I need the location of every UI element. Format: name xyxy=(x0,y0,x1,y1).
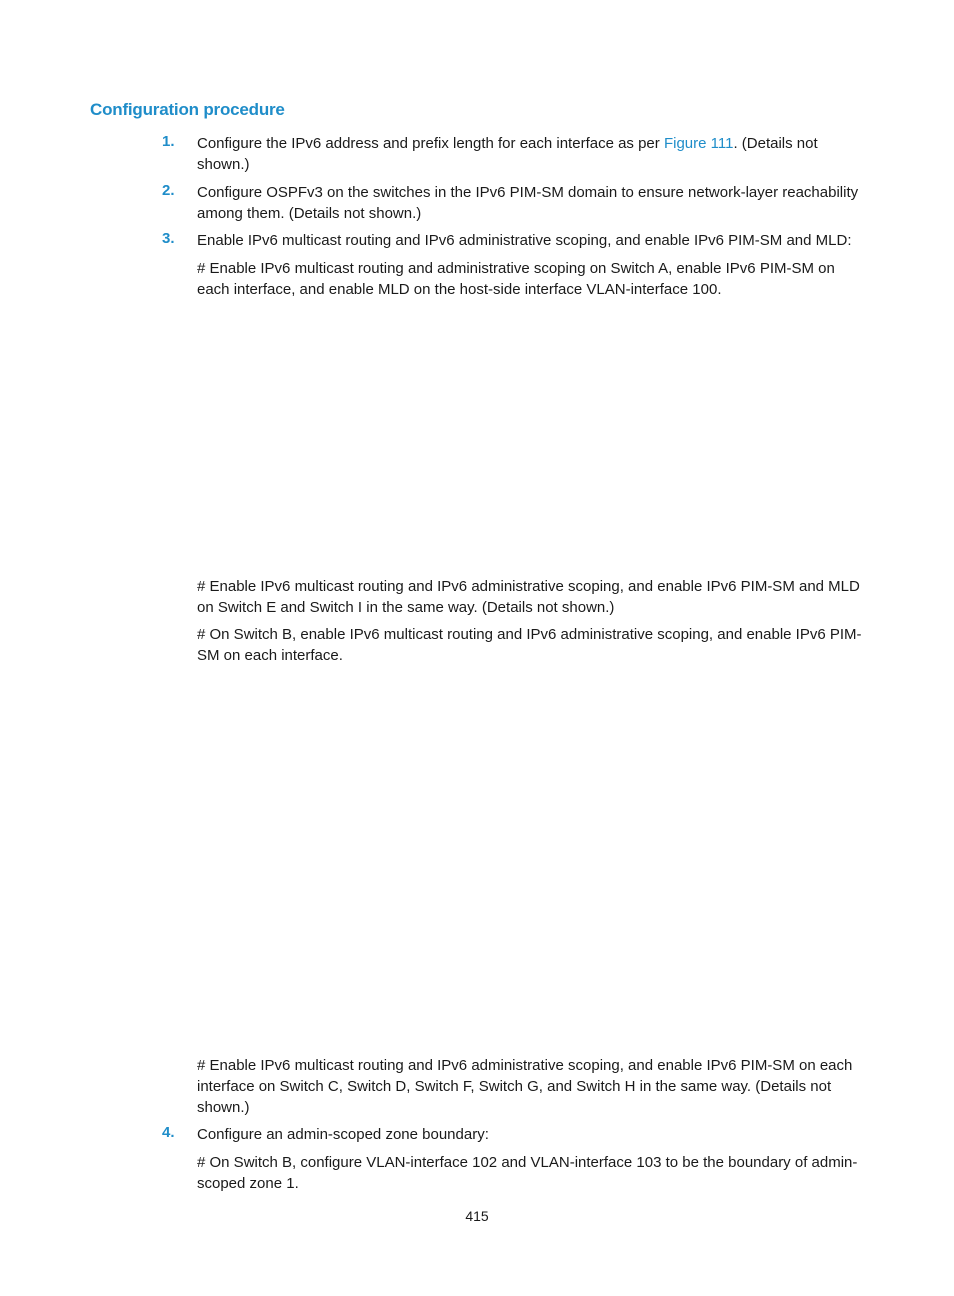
paragraph-switch-a: # Enable IPv6 multicast routing and administrative scoping on Switch A, enable IPv6 PIM-SM on each interface, and enable MLD on the host-side interface VLAN-interface 100. xyxy=(197,260,835,298)
step-text: Enable IPv6 multicast routing and IPv6 administrative scoping, and enable IPv6 PIM-SM and MLD: xyxy=(197,232,852,249)
paragraph-switch-b: # On Switch B, enable IPv6 multicast routing and IPv6 administrative scoping, and enable IPv6 PIM-SM on each interface. xyxy=(197,626,862,664)
step-number: 4. xyxy=(162,1124,175,1141)
step-number: 3. xyxy=(162,230,175,247)
step-text: Configure an admin-scoped zone boundary: xyxy=(197,1126,489,1143)
step-text-after: . (Details not shown.) xyxy=(197,135,818,173)
section-heading: Configuration procedure xyxy=(90,100,285,119)
step-text: Configure OSPFv3 on the switches in the IPv6 PIM-SM domain to ensure network-layer reachability among them. (Details not shown.) xyxy=(197,184,859,222)
step-number: 1. xyxy=(162,133,175,150)
paragraph-other-switches: # Enable IPv6 multicast routing and IPv6 administrative scoping, and enable IPv6 PIM-SM on each interface on Switch C, Switch D, Switch F, Switch G, and Switch H in the same way. (Details not shown.) xyxy=(197,1057,853,1116)
page-number: 415 xyxy=(465,1208,489,1224)
step-number: 2. xyxy=(162,182,175,199)
paragraph-boundary: # On Switch B, configure VLAN-interface 102 and VLAN-interface 103 to be the boundary of admin-scoped zone 1. xyxy=(197,1154,858,1192)
figure-111-link[interactable]: Figure 111 xyxy=(663,135,734,152)
paragraph-switch-e-i: # Enable IPv6 multicast routing and IPv6 administrative scoping, and enable IPv6 PIM-SM and MLD on Switch E and Switch I in the same way. (Details not shown.) xyxy=(197,578,860,616)
step-text-before: Configure the IPv6 address and prefix length for each interface as per xyxy=(197,135,664,152)
step-text xyxy=(197,133,865,175)
